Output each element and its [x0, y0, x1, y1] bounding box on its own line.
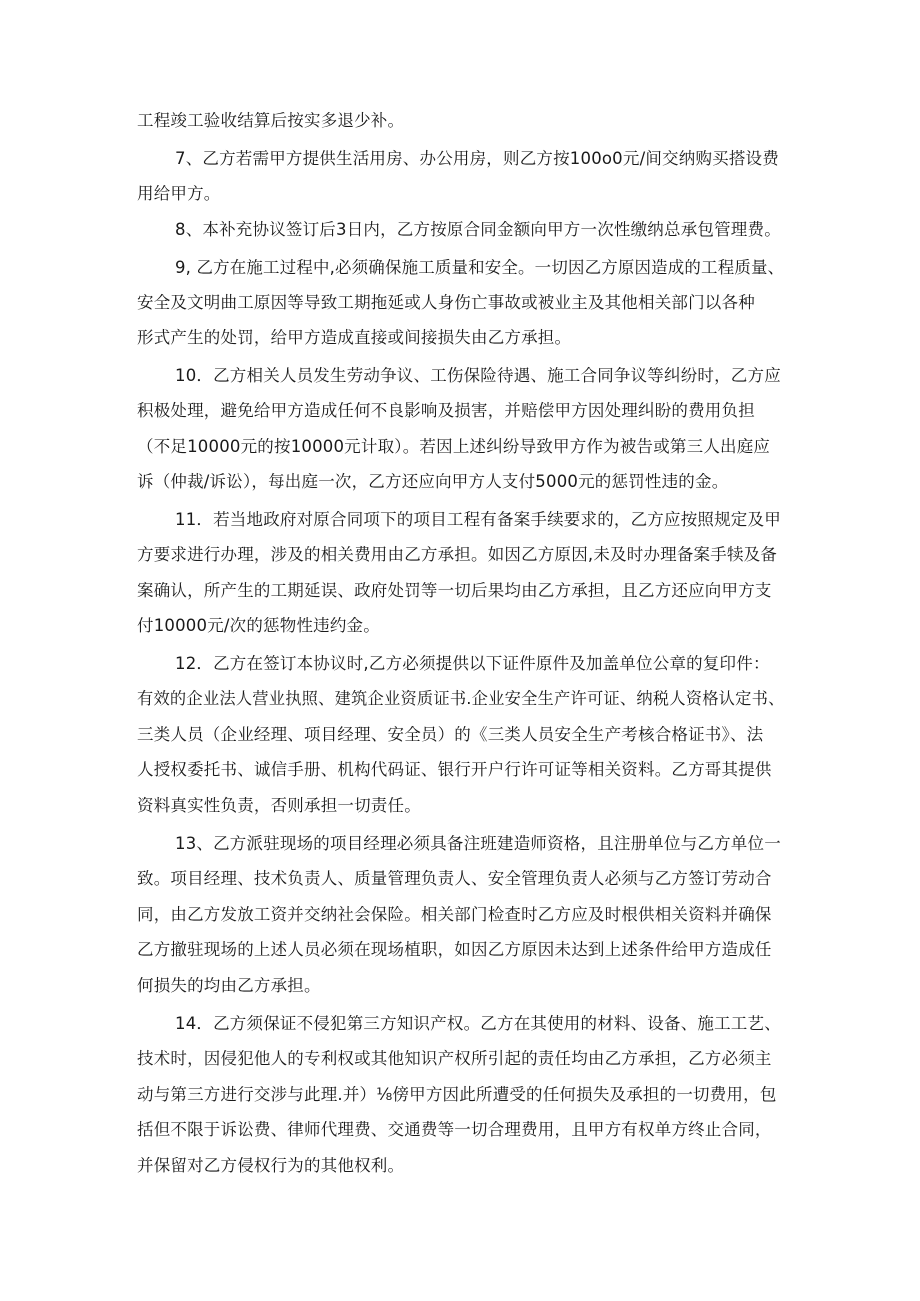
text-line: 动与第三方进行交涉与此理.并）⅛傍甲方因此所遭受的任何损失及承担的一切费用，包 — [137, 1085, 777, 1104]
text-line: 安全及文明曲工原因等导致工期拖延或人身伤亡事故或被业主及其他相关部门以各种 — [137, 293, 755, 312]
text-line: 7、乙方若需甲方提供生活用房、办公用房，则乙方按100o0元/间交纳购买搭设费 — [175, 149, 779, 168]
text-line: 案确认，所产生的工期延误、政府处罚等一切后果均由乙方承担，且乙方还应向甲方支 — [137, 581, 772, 600]
text-line: 并保留对乙方侵权行为的其他权利。 — [137, 1156, 405, 1175]
text-line: 积极处理，避免给甲方造成任何不良影响及损害，并赔偿甲方因处理纠盼的费用负担 — [137, 401, 755, 420]
text-line: 11．若当地政府对原合同项下的项目工程有备案手续要求的，乙方应按照规定及甲 — [175, 510, 781, 529]
text-line: 何损失的均由乙方承担。 — [137, 976, 321, 995]
text-line: 人授权委托书、诚信手册、机构代码证、银行开户行许可证等相关资料。乙方哥其提供 — [137, 760, 772, 779]
text-line: 14．乙方须保证不侵犯第三方知识产权。乙方在其使用的材料、设备、施工工艺、 — [175, 1014, 781, 1033]
text-line: 12．乙方在签订本协议时,乙方必须提供以下证件原件及加盖单位公章的复印件： — [175, 654, 770, 673]
text-line: 付10000元/次的惩物性违约金。 — [137, 616, 380, 635]
text-line: 方要求进行办理，涉及的相关费用由乙方承担。如因乙方原因,未及时办理备案手犊及备 — [137, 545, 778, 564]
text-line: （不足10000元的按10000元计取）。若因上述纠纷导致甲方作为被告或第三人出庭应 — [137, 437, 771, 456]
text-line: 13、乙方派驻现场的项目经理必须具备注班建造师资格，且注册单位与乙方单位一 — [175, 834, 781, 853]
text-line: 工程竣工验收结算后按实多退少补。 — [137, 111, 405, 130]
text-line: 致。项目经理、技术负责人、质量管理负责人、安全管理负责人必须与乙方签订劳动合 — [137, 869, 772, 888]
text-line: 有效的企业法人营业执照、建筑企业资质证书.企业安全生产许可证、纳税人资格认定书、 — [137, 689, 785, 708]
text-line: 资料真实性负责，否则承担一切责任。 — [137, 796, 421, 815]
text-line: 9, 乙方在施工过程中,必须确保施工质量和安全。一切因乙方原因造成的工程质量、 — [175, 258, 785, 277]
text-line: 诉（仲裁/诉讼），每出庭一次，乙方还应向甲方人支付5000元的惩罚性违的金。 — [137, 472, 729, 491]
text-line: 10．乙方相关人员发生劳动争议、工伤保险待遇、施工合同争议等纠纷时，乙方应 — [175, 366, 781, 385]
text-line: 8、本补充协议签订后3日内，乙方按原合同金额向甲方一次性缴纳总承包管理费。 — [175, 220, 781, 239]
text-line: 乙方撤驻现场的上述人员必须在现场植职，如因乙方原因未达到上述条件给甲方造成任 — [137, 940, 772, 959]
text-line: 用给甲方。 — [137, 184, 221, 203]
text-line: 括但不限于诉讼费、律师代理费、交通费等一切合理费用，且甲方有权单方终止合同， — [137, 1120, 772, 1139]
text-line: 形式产生的处罚，给甲方造成直接或间接损失由乙方承担。 — [137, 328, 572, 347]
text-line: 三类人员（企业经理、项目经理、安全员）的《三类人员安全生产考核合格证书》、法 — [137, 725, 764, 744]
text-line: 技术时，因侵犯他人的专利权或其他知识产权所引起的责任均由乙方承担，乙方必须主 — [137, 1049, 772, 1068]
text-line: 同，由乙方发放工资并交纳社会保险。相关部门检查时乙方应及时根供相关资料并确保 — [137, 905, 772, 924]
